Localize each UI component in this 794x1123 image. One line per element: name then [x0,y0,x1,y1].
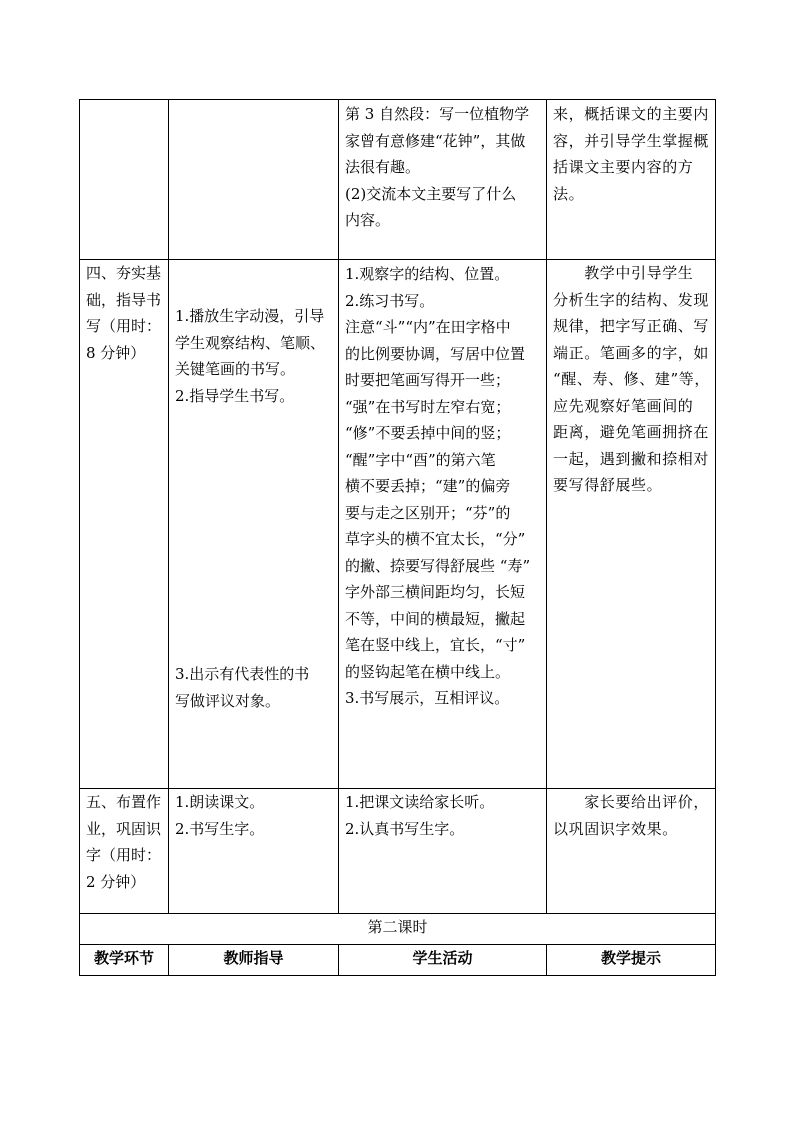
text-line: “醒”字中“酉”的第六笔 [345,450,496,469]
text-line: 要与走之区别开；“芬”的 [345,503,511,522]
text-line: 教学中引导学生 [553,264,694,282]
text-line: 关键笔画的书写。 [175,360,296,378]
table-row-homework [80,789,716,914]
text-line: 草字头的横不宜太长，“分” [345,530,526,548]
text-line: 字外部三横间距均匀，长短 [345,583,526,601]
text-line: 来，概括课文的主要内 [553,105,710,123]
stage-cell-empty [80,100,169,260]
text-line: 1.播放生字动漫，引导 [175,307,325,325]
student-activity-cell [339,100,547,260]
spacer [175,409,332,661]
text-line: 一起，遇到撇和捺相对 [553,449,710,468]
text-line: 1.观察字的结构、位置。 [345,265,510,283]
text-line: “修”不要丢掉中间的竖； [345,424,511,442]
stage-line: 字（用时： [86,846,162,864]
text-line: 2.指导学生书写。 [175,386,295,405]
text-line: 3.出示有代表性的书 [175,665,310,683]
text-line: 第 3 自然段：写一位植物学 [345,105,530,123]
text-line: “醒、寿、修、建”等， [553,370,710,388]
text-line: 容，并引导学生掌握概 [553,131,710,150]
text-line: 括课文主要内容的方 [553,158,694,176]
stage-line: 五、布置作 [86,793,162,811]
text-line: 注意“斗”“内”在田字格中 [345,318,511,336]
header-teacher: 教师指导 [169,945,339,976]
text-line: 法很有趣。 [345,158,421,176]
stage-cell [80,260,169,789]
stage-line: 8 分钟） [86,343,146,362]
teaching-tip-cell [547,789,716,914]
text-line: (2)交流本文主要写了什么 [345,184,517,203]
teaching-tip-cell [547,260,716,789]
text-line: 家长要给出评价， [553,793,710,811]
text-line: 要写得舒展些。 [553,476,663,494]
text-line: 2.书写生字。 [175,819,265,838]
stage-line: 写（用时： [86,317,162,335]
table-row-continued [80,100,716,260]
student-activity-cell [339,260,547,789]
stage-line: 四、夯实基 [86,264,162,282]
text-line: 的比例要协调，写居中位置 [345,344,526,363]
text-line: 端正。笔画多的字，如 [553,343,710,362]
text-line: 1.朗读课文。 [175,793,265,811]
table-row-lesson-title [80,914,716,945]
header-student: 学生活动 [339,945,547,976]
student-activity-cell [339,789,547,914]
stage-line: 业，巩固识 [86,819,162,838]
text-line: 内容。 [345,211,391,229]
text-line: 2.认真书写生字。 [345,819,465,838]
text-line: 不等，中间的横最短，撇起 [345,609,526,628]
text-line: 的竖钩起笔在横中线上。 [345,662,511,681]
text-line: 应先观察好笔画间的 [553,396,694,415]
header-tip: 教学提示 [547,945,716,976]
text-line: 时要把笔画写得开一些； [345,371,511,389]
second-lesson-title: 第二课时 [80,914,716,945]
lesson-plan-table [79,99,716,976]
text-line: 分析生字的结构、发现 [553,290,710,309]
header-stage: 教学环节 [80,945,169,976]
stage-cell [80,789,169,914]
text-line: 笔在竖中线上，宜长，“寸” [345,636,526,654]
teacher-cell-empty [169,100,339,260]
table-header-row [80,945,716,976]
text-line: 横不要丢掉；“建”的偏旁 [345,477,511,495]
text-line: 法。 [553,184,585,203]
text-line: 1.把课文读给家长听。 [345,793,495,811]
text-line: 距离，避免笔画拥挤在 [553,423,710,441]
teacher-guidance-cell [169,260,339,789]
text-line: 规律，把字写正确、写 [553,317,710,335]
teaching-tip-cell [547,100,716,260]
teacher-guidance-cell [169,789,339,914]
text-line: 的撇、捺要写得舒展些 “寿” [345,556,531,575]
text-line: 写做评议对象。 [175,691,281,710]
text-line: 家曾有意修建“花钟”，其做 [345,131,526,150]
text-line: 以巩固识字效果。 [553,819,678,838]
text-line: “强”在书写时左窄右宽； [345,397,511,416]
text-line: 3.书写展示，互相评议。 [345,689,510,707]
table-row-writing [80,260,716,789]
text-line: 2.练习书写。 [345,291,435,310]
stage-line: 础，指导书 [86,290,162,309]
text-line: 学生观察结构、笔顺、 [175,333,326,352]
stage-line: 2 分钟） [86,872,146,891]
